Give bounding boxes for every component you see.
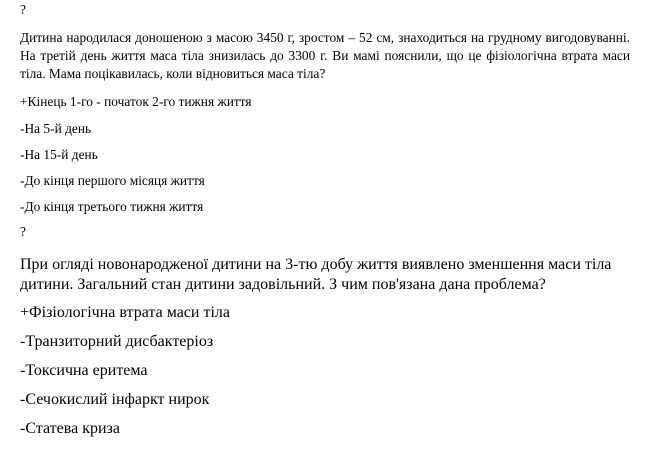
question-text: Дитина народилася доношеною з масою 3450 г, зростом – 52 см, знаходиться на грудному вигодовуванні. На третій день життя маса тіла знизилась до 3300 г. Ви мамі пояснили, що це фізіологічна втрата маси тіла. Мама поцікавилась, коли відновиться маса тіла?: [20, 30, 630, 81]
question-text-line: дитини. Загальний стан дитини задовільний. З чим пов'язана дана проблема?: [20, 276, 546, 293]
answer-correct: +Фізіологічна втрата маси тіла: [20, 304, 230, 321]
question-marker: ?: [20, 224, 26, 239]
answer-correct: +Кінець 1-го - початок 2-го тижня життя: [20, 94, 252, 109]
answer-option: -На 5-й день: [20, 121, 92, 136]
answer-option: -До кінця третього тижня життя: [20, 199, 204, 214]
question-text-line: При огляді новонародженої дитини на 3-тю добу життя виявлено зменшення маси тіла: [20, 256, 612, 273]
answer-option: -На 15-й день: [20, 147, 98, 162]
answer-option: -Сечокислий інфаркт нирок: [20, 391, 210, 408]
answer-option: -Токсична еритема: [20, 362, 148, 379]
question-marker: ?: [20, 2, 26, 17]
answer-option: -До кінця першого місяця життя: [20, 173, 205, 188]
answer-option: -Транзиторний дисбактеріоз: [20, 333, 214, 350]
answer-option: -Статева криза: [20, 420, 120, 437]
